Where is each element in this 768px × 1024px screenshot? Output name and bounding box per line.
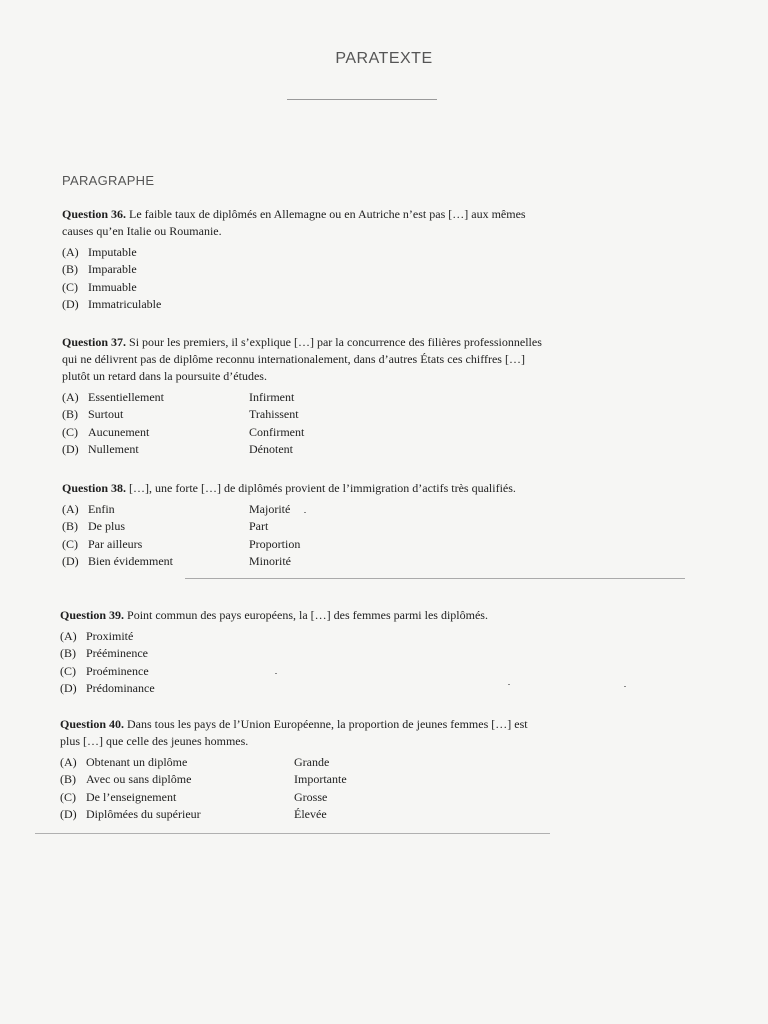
scan-speck <box>304 512 306 513</box>
option-row <box>60 754 550 771</box>
option-row <box>62 279 552 296</box>
question-label: Question 37. <box>62 335 127 349</box>
option-answer-second: Élevée <box>294 806 327 821</box>
title-underline <box>287 99 437 100</box>
option-row <box>62 553 562 570</box>
question-label: Question 38. <box>62 481 127 495</box>
question-body: Dans tous les pays de l’Union Européenne, la proportion de jeunes femmes […] est plus […] que celle des jeunes hommes. <box>60 717 528 748</box>
option-answer: Proximité <box>86 629 134 643</box>
option-answer: Prééminence <box>86 646 148 661</box>
question-text <box>60 716 550 750</box>
option-letter: (C) <box>62 279 78 294</box>
option-answer: Imputable <box>88 245 137 259</box>
option-row <box>60 628 560 645</box>
option-answer-first: Enfin <box>88 502 115 516</box>
option-answer-second: Confirment <box>249 424 305 439</box>
option-letter: (C) <box>62 536 78 551</box>
option-answer: Imparable <box>88 262 137 277</box>
option-row <box>62 389 552 406</box>
question-38 <box>62 480 562 570</box>
option-letter: (B) <box>62 519 78 534</box>
page-title: PARATEXTE <box>335 50 433 67</box>
option-letter: (A) <box>62 245 79 259</box>
option-answer: Immuable <box>88 279 137 294</box>
section-divider <box>185 578 685 579</box>
option-answer-second: Importante <box>294 772 347 787</box>
question-label: Question 36. <box>62 207 127 221</box>
question-label: Question 39. <box>60 608 125 622</box>
option-row <box>62 244 552 261</box>
option-letter: (D) <box>62 441 79 456</box>
option-row <box>62 406 552 423</box>
option-row <box>60 680 560 697</box>
question-body: Si pour les premiers, il s’explique […] par la concurrence des filières professionnelles qui ne délivrent pas de diplôme reconnu internationalement, dans d’autres États ces chiffres […] plutôt un retard dans la poursuite d’études. <box>62 335 542 383</box>
option-row <box>60 789 550 806</box>
option-row <box>62 501 562 518</box>
option-row <box>62 424 552 441</box>
scan-speck <box>624 686 626 687</box>
option-letter: (B) <box>60 646 76 661</box>
option-answer-second: Infirment <box>249 390 295 404</box>
option-answer-first: Avec ou sans diplôme <box>86 772 192 787</box>
option-letter: (D) <box>60 680 77 695</box>
question-body: Point commun des pays européens, la […] des femmes parmi les diplômés. <box>127 608 488 622</box>
option-answer: Prédominance <box>86 680 155 695</box>
question-text <box>62 480 562 497</box>
option-answer-first: Obtenant un diplôme <box>86 755 188 769</box>
option-answer: Immatriculable <box>88 296 162 311</box>
option-answer-first: De l’enseignement <box>86 789 177 804</box>
option-letter: (A) <box>62 390 79 404</box>
question-body: […], une forte […] de diplômés provient de l’immigration d’actifs très qualifiés. <box>129 481 516 495</box>
option-letter: (B) <box>60 772 76 787</box>
option-row <box>62 296 552 313</box>
option-row <box>62 261 552 278</box>
option-letter: (B) <box>62 262 78 277</box>
question-text <box>62 206 552 240</box>
scan-speck <box>275 673 277 674</box>
option-answer-first: Nullement <box>88 441 139 456</box>
question-39 <box>60 607 560 697</box>
option-answer-first: Par ailleurs <box>88 536 143 551</box>
option-letter: (D) <box>60 806 77 821</box>
option-answer-second: Grande <box>294 755 330 769</box>
option-letter: (C) <box>60 789 76 804</box>
option-row <box>62 536 562 553</box>
option-answer-first: Essentiellement <box>88 390 164 404</box>
option-answer-first: De plus <box>88 519 125 534</box>
scan-speck <box>508 684 510 685</box>
option-letter: (D) <box>62 553 79 568</box>
option-answer-second: Grosse <box>294 789 328 804</box>
question-37 <box>62 334 552 458</box>
option-row <box>60 771 550 788</box>
question-36 <box>62 206 552 313</box>
option-row <box>62 518 562 535</box>
question-label: Question 40. <box>60 717 125 731</box>
option-row <box>60 663 560 680</box>
option-row <box>60 645 560 662</box>
option-row <box>62 441 552 458</box>
option-answer-first: Surtout <box>88 407 124 422</box>
option-row <box>60 806 550 823</box>
option-answer-first: Aucunement <box>88 424 150 439</box>
question-text <box>62 334 552 385</box>
section-heading: PARAGRAPHE <box>62 173 155 188</box>
bottom-divider <box>35 833 550 834</box>
option-answer-second: Proportion <box>249 536 301 551</box>
option-answer-second: Dénotent <box>249 441 293 456</box>
question-40 <box>60 716 550 823</box>
option-answer-second: Majorité <box>249 502 291 516</box>
option-letter: (A) <box>62 502 79 516</box>
option-answer-first: Bien évidemment <box>88 553 173 568</box>
option-letter: (B) <box>62 407 78 422</box>
option-letter: (C) <box>62 424 78 439</box>
option-letter: (C) <box>60 663 76 678</box>
option-answer: Proéminence <box>86 663 149 678</box>
option-letter: (D) <box>62 296 79 311</box>
option-answer-second: Trahissent <box>249 407 299 422</box>
question-text <box>60 607 560 624</box>
option-letter: (A) <box>60 755 77 769</box>
option-answer-second: Minorité <box>249 553 291 568</box>
option-answer-first: Diplômées du supérieur <box>86 806 201 821</box>
question-body: Le faible taux de diplômés en Allemagne ou en Autriche n’est pas […] aux mêmes causes qu’en Italie ou Roumanie. <box>62 207 526 238</box>
option-letter: (A) <box>60 629 77 643</box>
option-answer-second: Part <box>249 519 269 534</box>
